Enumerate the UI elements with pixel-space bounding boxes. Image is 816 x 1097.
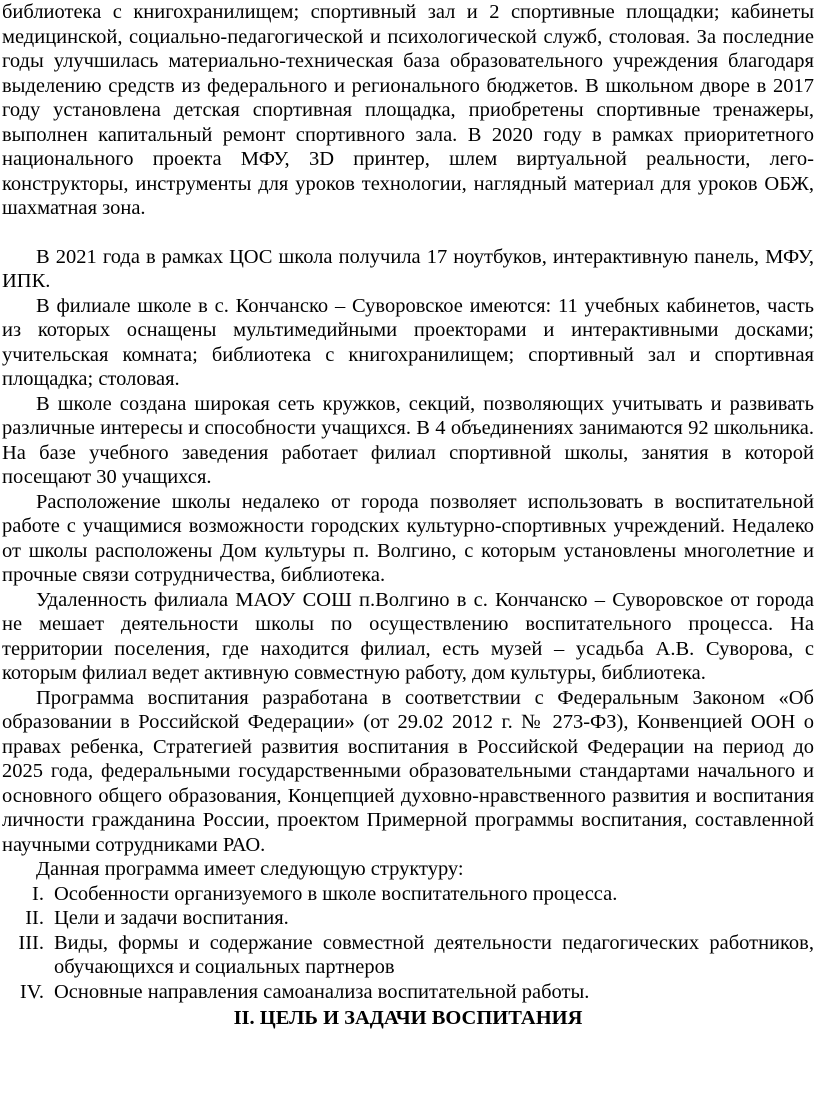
list-item-number: II. [25, 907, 44, 929]
list-item [2, 980, 814, 1005]
list-item-number: III. [18, 931, 44, 954]
paragraph-clubs: В школе создана широкая сеть кружков, секций, позволяющих учитывать и развивать различные интересы и способности учащихся. В 4 объединениях занимаются 92 школьника. На базе учебного заведения работает филиал спортивной школы, занятия в которой посещают 30 учащихся. [2, 392, 814, 488]
list-item [2, 931, 814, 980]
list-item-text: Особенности организуемого в школе воспитательного процесса. [54, 882, 618, 905]
list-item-text: Основные направления самоанализа воспитательной работы. [54, 980, 590, 1003]
paragraph-branch-distance: Удаленность филиала МАОУ СОШ п.Волгино в с. Кончанско – Суворовское от города не мешает деятельности школы по осуществлению воспитательного процесса. На территории поселения, где находится филиал, есть музей – усадьба А.В. Суворова, с которым филиал ведет активную совместную работу, дом культуры, библиотека. [2, 588, 814, 684]
document-body [2, 0, 814, 1031]
list-item-text: Виды, формы и содержание совместной деятельности педагогических работников, обучающихся и социальных партнеров [54, 931, 814, 978]
paragraph-program-basis: Программа воспитания разработана в соответствии с Федеральным Законом «Об образовании в Российской Федерации» (от 29.02 2012 г. № 273-ФЗ), Конвенцией ООН о правах ребенка, Стратегией развития воспитания в Российской Федерации на период до 2025 года, федеральными государственными образовательными стандартами начального и основного общего образования, Концепцией духовно-нравственного развития и воспитания личности гражданина России, проектом Примерной программы воспитания, составленной научными сотрудниками РАО. [2, 686, 814, 856]
list-item [2, 906, 814, 931]
list-item [2, 882, 814, 907]
list-item-number: I. [32, 882, 44, 905]
list-item-text: Цели и задачи воспитания. [54, 907, 289, 929]
paragraph-facilities: библиотека с книгохранилищем; спортивный зал и 2 спортивные площадки; кабинеты медицинской, социально-педагогической и психологической служб, столовая. За последние годы улучшилась материально-техническая база образовательного учреждения благодаря выделению средств из федерального и регионального бюджетов. В школьном дворе в 2017 году установлена детская спортивная площадка, приобретены спортивные тренажеры, выполнен капитальный ремонт спортивного зала. В 2020 году в рамках приоритетного национального проекта МФУ, 3D принтер, шлем виртуальной реальности, лего-конструкторы, инструменты для уроков технологии, наглядный материал для уроков ОБЖ, шахматная зона. [2, 1, 814, 219]
paragraph-branch: В филиале школе в с. Кончанско – Суворовское имеются: 11 учебных кабинетов, часть из которых оснащены мультимедийными проекторами и интерактивными досками; учительская комната; библиотека с книгохранилищем; спортивный зал и спортивная площадка; столовая. [2, 294, 814, 390]
paragraph-location: Расположение школы недалеко от города позволяет использовать в воспитательной работе с учащимися возможности городских культурно-спортивных учреждений. Недалеко от школы расположены Дом культуры п. Волгино, с которым установлены многолетние и прочные связи сотрудничества, библиотека. [2, 490, 814, 586]
paragraph-cos: В 2021 года в рамках ЦОС школа получила 17 ноутбуков, интерактивную панель, МФУ, ИПК. [2, 245, 814, 292]
paragraph-structure-intro: Данная программа имеет следующую структуру: [36, 858, 464, 880]
list-item-number: IV. [19, 980, 44, 1003]
structure-list [2, 882, 814, 1005]
section-heading: II. ЦЕЛЬ И ЗАДАЧИ ВОСПИТАНИЯ [233, 1007, 583, 1029]
